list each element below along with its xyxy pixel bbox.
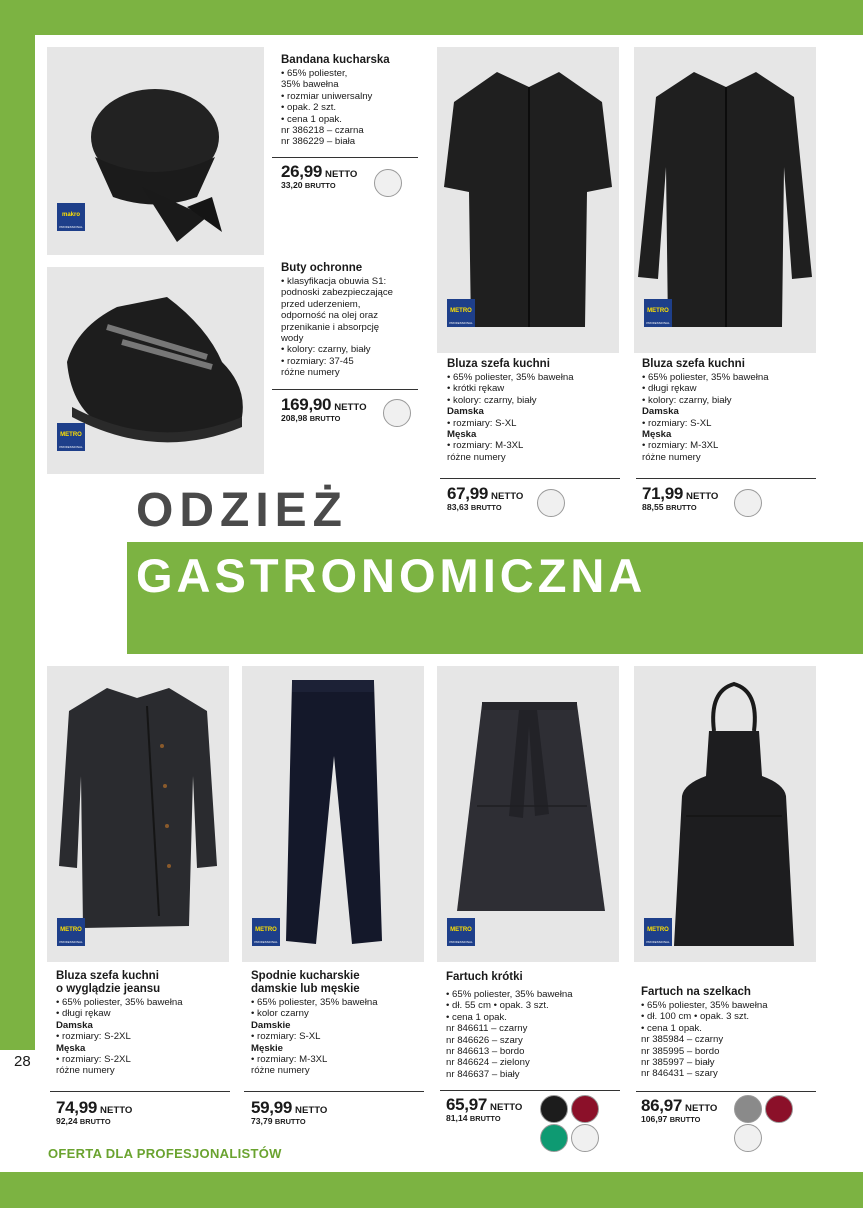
jacket-jeans-women-label: Damska bbox=[56, 1019, 93, 1031]
trousers-line: • kolor czarny bbox=[251, 1008, 309, 1020]
bandana-divider bbox=[272, 157, 418, 158]
left-green-bar bbox=[0, 0, 35, 1050]
jacket-jeans-note: różne numery bbox=[56, 1065, 115, 1077]
bandana-photo bbox=[47, 47, 264, 255]
jacket-jeans-line: • długi rękaw bbox=[56, 1008, 111, 1020]
jacket-short-select-circle[interactable] bbox=[537, 489, 565, 517]
jacket-long-divider bbox=[636, 478, 816, 479]
jacket-jeans-price bbox=[56, 1098, 132, 1126]
shoes-line: • rozmiary: 37-45 bbox=[281, 355, 354, 367]
shoes-price bbox=[281, 395, 367, 423]
top-green-band bbox=[0, 0, 863, 35]
apron-short-line: nr 846613 – bordo bbox=[446, 1046, 525, 1058]
metro-logo-sub: PROFESSIONAL bbox=[449, 321, 473, 325]
apron-short-line: • dł. 55 cm • opak. 3 szt. bbox=[446, 1000, 549, 1012]
shoes-line: przenikanie i absorpcję bbox=[281, 321, 380, 333]
shoes-line: • kolory: czarny, biały bbox=[281, 344, 371, 356]
jacket-long-price bbox=[642, 484, 718, 512]
apron-short-title: Fartuch krótki bbox=[446, 971, 523, 983]
jacket-short-women-label: Damska bbox=[447, 406, 484, 418]
bandana-brutto-label: BRUTTO bbox=[304, 181, 336, 190]
trousers-photo bbox=[242, 666, 424, 962]
jacket-short-women-sizes: • rozmiary: S-XL bbox=[447, 417, 517, 429]
metro-logo-sub: PROFESSIONAL bbox=[646, 940, 670, 944]
jacket-long-women-sizes: • rozmiary: S-XL bbox=[642, 417, 712, 429]
metro-logo-sub: PROFESSIONAL bbox=[449, 940, 473, 944]
metro-logo-brand: METRO bbox=[450, 927, 472, 933]
jacket-long-brutto-label: BRUTTO bbox=[665, 503, 697, 512]
jacket-long-title: Bluza szefa kuchni bbox=[642, 358, 745, 370]
metro-logo bbox=[447, 299, 475, 327]
trousers-price-net: 59,99 bbox=[251, 1098, 293, 1117]
bandana-line: • 65% poliester, bbox=[281, 68, 348, 79]
jacket-long-line: • 65% poliester, 35% bawełna bbox=[642, 372, 769, 383]
apron-short-swatch-black[interactable] bbox=[540, 1095, 568, 1123]
jacket-jeans-brutto-label: BRUTTO bbox=[79, 1117, 111, 1126]
apron-bib-line: nr 385984 – czarny bbox=[641, 1034, 724, 1046]
shoes-netto-label: NETTO bbox=[334, 402, 367, 413]
trousers-price bbox=[251, 1098, 327, 1126]
trousers-netto-label: NETTO bbox=[295, 1105, 328, 1116]
shoes-line: różne numery bbox=[281, 367, 340, 379]
jacket-jeans-title-1: Bluza szefa kuchni bbox=[56, 970, 159, 982]
trousers-divider bbox=[244, 1091, 424, 1092]
apron-bib-line: • cena 1 opak. bbox=[641, 1022, 702, 1034]
apron-bib-line: nr 385995 – bordo bbox=[641, 1045, 720, 1057]
headline-line1: ODZIEŻ bbox=[136, 484, 348, 537]
jacket-short-line: • krótki rękaw bbox=[447, 383, 505, 395]
jacket-short-price-net: 67,99 bbox=[447, 484, 489, 503]
bandana-line: nr 386229 – biała bbox=[281, 136, 356, 148]
trousers-description bbox=[251, 970, 426, 1077]
trousers-women-sizes: • rozmiary: S-XL bbox=[251, 1031, 321, 1043]
metro-logo-brand: METRO bbox=[450, 308, 472, 314]
apron-bib-swatch-bordo[interactable] bbox=[765, 1095, 793, 1123]
apron-short-netto-label: NETTO bbox=[490, 1102, 523, 1113]
bandana-netto-label: NETTO bbox=[325, 169, 358, 180]
apron-short-swatch-bordo[interactable] bbox=[571, 1095, 599, 1123]
jacket-long-line: • kolory: czarny, biały bbox=[642, 394, 732, 406]
metro-logo bbox=[252, 918, 280, 946]
apron-short-price bbox=[446, 1095, 522, 1123]
jacket-long-note: różne numery bbox=[642, 451, 701, 463]
page-number: 28 bbox=[14, 1053, 31, 1070]
trousers-men-sizes: • rozmiary: M-3XL bbox=[251, 1054, 328, 1066]
jacket-jeans-line: • 65% poliester, 35% bawełna bbox=[56, 997, 183, 1008]
shoes-price-gross: 208,98 bbox=[281, 413, 308, 423]
apron-bib-swatch-grey[interactable] bbox=[734, 1095, 762, 1123]
shoes-divider bbox=[272, 389, 418, 390]
shoes-select-circle[interactable] bbox=[383, 399, 411, 427]
metro-logo-sub: PROFESSIONAL bbox=[59, 445, 83, 449]
apron-short-line: • cena 1 opak. bbox=[446, 1011, 507, 1023]
shoes-photo bbox=[47, 267, 264, 474]
apron-bib-description bbox=[641, 986, 816, 1080]
jacket-jeans-women-sizes: • rozmiary: S-2XL bbox=[56, 1031, 131, 1043]
apron-short-swatch-green[interactable] bbox=[540, 1124, 568, 1152]
jacket-short-men-label: Męska bbox=[447, 429, 477, 441]
shoes-price-net: 169,90 bbox=[281, 395, 332, 414]
trousers-men-label: Męskie bbox=[251, 1042, 283, 1054]
jacket-jeans-description bbox=[56, 970, 231, 1077]
jacket-jeans-price-net: 74,99 bbox=[56, 1098, 98, 1117]
apron-bib-line: • dł. 100 cm • opak. 3 szt. bbox=[641, 1011, 750, 1023]
makro-logo-sub: PROFESSIONAL bbox=[59, 225, 83, 229]
jacket-long-photo bbox=[634, 47, 816, 353]
apron-short-brutto-label: BRUTTO bbox=[469, 1114, 501, 1123]
jacket-jeans-netto-label: NETTO bbox=[100, 1105, 133, 1116]
jacket-long-price-gross: 88,55 bbox=[642, 502, 664, 512]
shoes-line: odporność na olej oraz bbox=[281, 310, 379, 322]
metro-logo-brand: METRO bbox=[60, 927, 82, 933]
metro-logo bbox=[644, 918, 672, 946]
apron-short-swatch-white[interactable] bbox=[571, 1124, 599, 1152]
shoes-title: Buty ochronne bbox=[281, 262, 363, 274]
headline-line2: GASTRONOMICZNA bbox=[136, 549, 647, 602]
metro-logo-sub: PROFESSIONAL bbox=[646, 321, 670, 325]
jacket-short-description bbox=[447, 358, 622, 463]
apron-bib-photo bbox=[634, 666, 816, 962]
apron-short-line: nr 846626 – szary bbox=[446, 1034, 523, 1046]
shoes-line: podnoski zabezpieczające bbox=[281, 287, 394, 299]
apron-bib-title: Fartuch na szelkach bbox=[641, 986, 751, 998]
bandana-select-circle[interactable] bbox=[374, 169, 402, 197]
trousers-price-gross: 73,79 bbox=[251, 1116, 273, 1126]
jacket-long-select-circle[interactable] bbox=[734, 489, 762, 517]
shoes-line: wody bbox=[281, 333, 304, 345]
jacket-long-price-net: 71,99 bbox=[642, 484, 684, 503]
metro-logo-brand: METRO bbox=[647, 927, 669, 933]
jacket-jeans-men-sizes: • rozmiary: S-2XL bbox=[56, 1054, 131, 1066]
apron-bib-divider bbox=[636, 1091, 816, 1092]
metro-logo bbox=[57, 918, 85, 946]
apron-bib-swatch-white[interactable] bbox=[734, 1124, 762, 1152]
jacket-long-line: • długi rękaw bbox=[642, 383, 697, 395]
jacket-short-line: • kolory: czarny, biały bbox=[447, 394, 537, 406]
bandana-title: Bandana kucharska bbox=[281, 54, 390, 66]
jacket-long-men-label: Męska bbox=[642, 429, 672, 441]
jacket-short-price-gross: 83,63 bbox=[447, 502, 469, 512]
shoes-line: przed uderzeniem, bbox=[281, 298, 361, 310]
bandana-line: nr 386218 – czarna bbox=[281, 125, 364, 137]
trousers-title-2: damskie lub męskie bbox=[251, 983, 360, 995]
shoes-description bbox=[281, 262, 421, 379]
apron-short-description bbox=[446, 971, 621, 1080]
apron-short-divider bbox=[440, 1090, 620, 1091]
bandana-line: • rozmiar uniwersalny bbox=[281, 90, 373, 102]
shoes-brutto-label: BRUTTO bbox=[309, 414, 341, 423]
trousers-brutto-label: BRUTTO bbox=[274, 1117, 306, 1126]
jacket-jeans-photo bbox=[47, 666, 229, 962]
trousers-line: • 65% poliester, 35% bawełna bbox=[251, 997, 378, 1008]
apron-short-line: • 65% poliester, 35% bawełna bbox=[446, 989, 573, 1000]
jacket-long-description bbox=[642, 358, 817, 463]
bottom-green-band bbox=[0, 1172, 863, 1208]
jacket-short-netto-label: NETTO bbox=[491, 491, 524, 502]
jacket-jeans-price-gross: 92,24 bbox=[56, 1116, 78, 1126]
metro-logo bbox=[447, 918, 475, 946]
jacket-short-note: różne numery bbox=[447, 451, 506, 463]
jacket-jeans-men-label: Męska bbox=[56, 1042, 86, 1054]
metro-logo-brand: METRO bbox=[255, 927, 277, 933]
shoes-line: • klasyfikacja obuwia S1: bbox=[281, 276, 387, 287]
metro-logo-sub: PROFESSIONAL bbox=[59, 940, 83, 944]
makro-logo bbox=[57, 203, 85, 231]
apron-bib-price-gross: 106,97 bbox=[641, 1114, 668, 1124]
jacket-short-title: Bluza szefa kuchni bbox=[447, 358, 550, 370]
metro-logo-brand: METRO bbox=[647, 308, 669, 314]
apron-short-line: nr 846611 – czarny bbox=[446, 1023, 528, 1035]
apron-short-line: nr 846624 – zielony bbox=[446, 1057, 530, 1069]
jacket-long-netto-label: NETTO bbox=[686, 491, 719, 502]
apron-bib-price-net: 86,97 bbox=[641, 1096, 683, 1115]
apron-bib-brutto-label: BRUTTO bbox=[669, 1115, 701, 1124]
trousers-women-label: Damskie bbox=[251, 1019, 291, 1031]
apron-short-line: nr 846637 – biały bbox=[446, 1068, 520, 1080]
apron-short-price-net: 65,97 bbox=[446, 1095, 488, 1114]
jacket-long-men-sizes: • rozmiary: M-3XL bbox=[642, 440, 719, 452]
makro-logo-brand: makro bbox=[61, 212, 80, 218]
jacket-short-men-sizes: • rozmiary: M-3XL bbox=[447, 440, 524, 452]
apron-bib-price bbox=[641, 1096, 717, 1124]
bandana-price-net: 26,99 bbox=[281, 162, 323, 181]
bandana-line: • cena 1 opak. bbox=[281, 113, 342, 125]
bandana-description bbox=[281, 54, 421, 148]
jacket-short-brutto-label: BRUTTO bbox=[470, 503, 502, 512]
bandana-price-gross: 33,20 bbox=[281, 180, 303, 190]
metro-logo-sub: PROFESSIONAL bbox=[254, 940, 278, 944]
jacket-jeans-divider bbox=[50, 1091, 230, 1092]
jacket-long-women-label: Damska bbox=[642, 406, 679, 418]
apron-bib-line: • 65% poliester, 35% bawełna bbox=[641, 1000, 768, 1011]
metro-logo bbox=[644, 299, 672, 327]
apron-short-photo bbox=[437, 666, 619, 962]
trousers-note: różne numery bbox=[251, 1065, 310, 1077]
footer-text: OFERTA DLA PROFESJONALISTÓW bbox=[48, 1146, 282, 1161]
apron-bib-line: nr 846431 – szary bbox=[641, 1068, 718, 1080]
jacket-short-divider bbox=[440, 478, 620, 479]
apron-bib-line: nr 385997 – biały bbox=[641, 1057, 715, 1069]
jacket-jeans-title-2: o wyglądzie jeansu bbox=[56, 983, 161, 995]
apron-short-price-gross: 81,14 bbox=[446, 1113, 468, 1123]
jacket-short-price bbox=[447, 484, 523, 512]
bandana-line: 35% bawełna bbox=[281, 79, 339, 91]
bandana-price bbox=[281, 162, 357, 190]
jacket-short-line: • 65% poliester, 35% bawełna bbox=[447, 372, 574, 383]
trousers-title-1: Spodnie kucharskie bbox=[251, 970, 360, 982]
jacket-short-photo bbox=[437, 47, 619, 353]
bandana-line: • opak. 2 szt. bbox=[281, 102, 337, 114]
apron-bib-netto-label: NETTO bbox=[685, 1103, 718, 1114]
metro-logo bbox=[57, 423, 85, 451]
metro-logo-brand: METRO bbox=[60, 432, 82, 438]
